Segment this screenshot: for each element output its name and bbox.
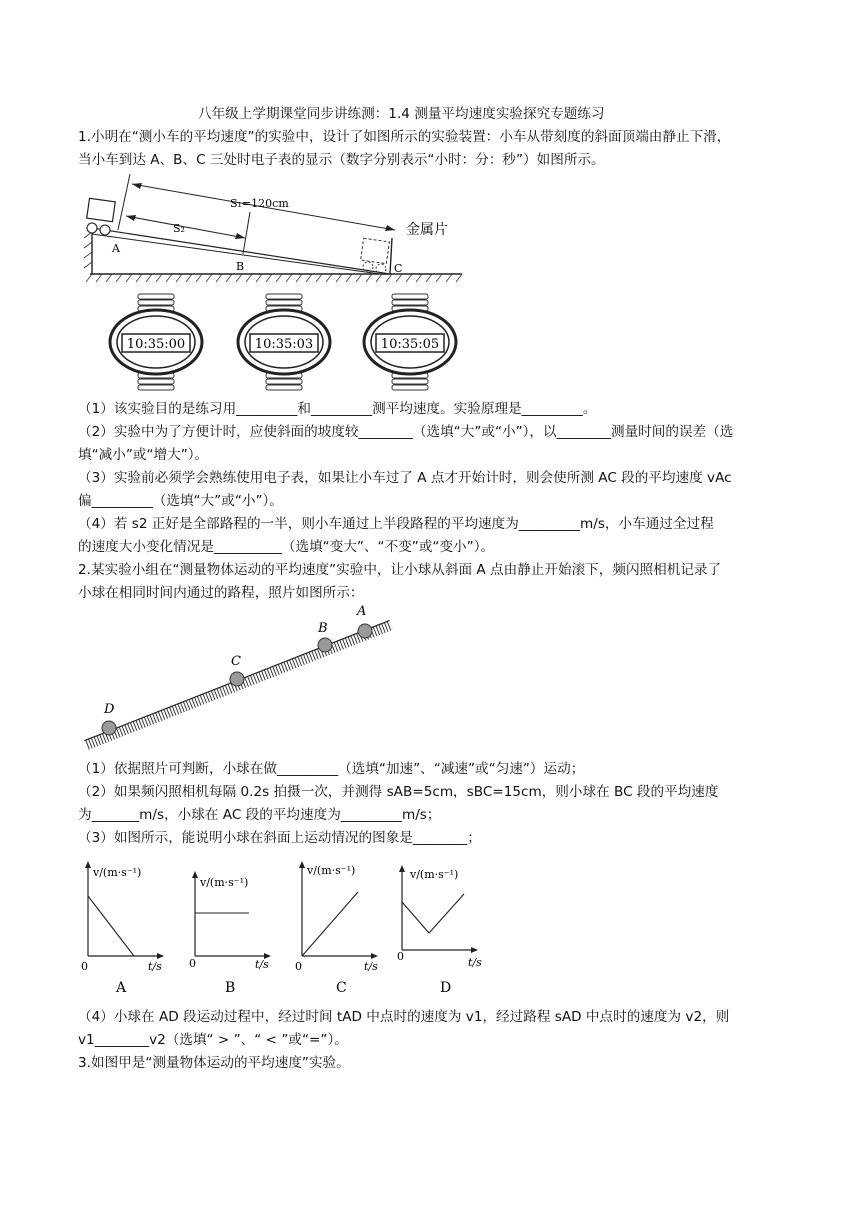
point-a-label: A xyxy=(112,242,120,255)
vt-graph-c xyxy=(292,856,388,996)
point-c-label: C xyxy=(394,262,403,275)
graph-a-origin: 0 xyxy=(81,960,88,973)
stopwatch-c xyxy=(362,292,458,392)
q2-part2-line2: 为_______m/s，小球在 AC 段的平均速度为_________m/s； xyxy=(78,807,441,823)
q1-part3-line2: 偏_________（选填“大”或“小”）。 xyxy=(78,493,283,509)
ball-a-label: A xyxy=(357,604,367,619)
q2-part1: （1）依据照片可判断，小球在做_________（选填“加速”、“减速”或“匀速”）运动； xyxy=(78,761,585,777)
q2-stem-line2: 小球在相同时间内通过的路程，照片如图所示： xyxy=(78,585,364,601)
page-title: 八年级上学期课堂同步讲练测：1.4 测量平均速度实验探究专题练习 xyxy=(198,106,605,122)
graph-b-xlabel: t/s xyxy=(255,958,269,971)
graph-c-ylabel: v/(m·s⁻¹) xyxy=(307,864,356,877)
q3-stem: 3.如图甲是“测量物体运动的平均速度”实验。 xyxy=(78,1055,350,1071)
ball-d-label: D xyxy=(104,702,115,717)
ball-b-label: B xyxy=(318,621,328,636)
q2-stem-line1: 2.某实验小组在“测量物体运动的平均速度”实验中，让小球从斜面 A 点由静止开始滚下，频闪照相机记录了 xyxy=(78,562,722,578)
vt-graph-a xyxy=(78,856,174,996)
s2-label: S₂ xyxy=(173,222,185,235)
q1-stem-line1: 1.小明在“测小车的平均速度”的实验中，设计了如图所示的实验装置：小车从带刻度的斜面顶端由静止下滑， xyxy=(78,129,731,145)
graph-b-label: B xyxy=(225,980,236,996)
graph-d-xlabel: t/s xyxy=(468,956,482,969)
graph-d-origin: 0 xyxy=(397,950,404,963)
q2-part2-line1: （2）如果频闪照相机每隔 0.2s 拍摄一次，并测得 sAB=5cm，sBC=15cm，则小球在 BC 段的平均速度 xyxy=(78,784,719,800)
q2-part4-line1: （4）小球在 AD 段运动过程中，经过时间 tAD 中点时的速度为 v1，经过路程 sAD 中点时的速度为 v2，则 xyxy=(78,1009,730,1025)
q1-part2-line2: 填“减小”或“增大”）。 xyxy=(78,447,209,463)
q2-part4-line2: v1________v2（选填“ > ”、“ < ”或“=”）。 xyxy=(78,1032,348,1048)
point-b-label: B xyxy=(236,260,245,273)
vt-graph-d xyxy=(392,856,492,996)
graph-c-xlabel: t/s xyxy=(364,960,378,973)
q2-part3: （3）如图所示，能说明小球在斜面上运动情况的图象是________； xyxy=(78,830,481,846)
clock-b-readout: 10:35:03 xyxy=(254,337,314,352)
graph-d-label: D xyxy=(440,980,452,996)
graph-a-label: A xyxy=(116,980,127,996)
q1-part4-line2: 的速度大小变化情况是__________（选填“变大”、“不变”或“变小”）。 xyxy=(78,539,495,555)
q1-incline-figure xyxy=(80,170,470,290)
graph-b-origin: 0 xyxy=(189,957,196,970)
graph-c-origin: 0 xyxy=(295,960,302,973)
graph-d-ylabel: v/(m·s⁻¹) xyxy=(410,868,459,881)
clock-c-readout: 10:35:05 xyxy=(380,337,440,352)
q1-part3-line1: （3）实验前必须学会熟练使用电子表，如果让小车过了 A 点才开始计时，则会使所测 AC 段的平均速度 vAc xyxy=(78,470,732,486)
graph-c-label: C xyxy=(336,980,347,996)
q1-part4-line1: （4）若 s2 正好是全部路程的一半，则小车通过上半段路程的平均速度为_________m/s，小车通过全过程 xyxy=(78,516,714,532)
vt-graph-b xyxy=(185,856,281,996)
q2-incline-figure xyxy=(82,600,394,756)
q1-part2-line1: （2）实验中为了方便计时，应使斜面的坡度较________（选填“大”或“小”），以________测量时间的误差（选 xyxy=(78,424,734,440)
stopwatch-b xyxy=(236,292,332,392)
graph-a-xlabel: t/s xyxy=(148,960,162,973)
clock-a-readout: 10:35:00 xyxy=(126,337,186,352)
ball-c-label: C xyxy=(231,654,241,669)
s1-label: S₁=120cm xyxy=(230,197,289,210)
graph-b-ylabel: v/(m·s⁻¹) xyxy=(200,876,249,889)
metal-plate-label: 金属片 xyxy=(406,222,448,238)
graph-a-ylabel: v/(m·s⁻¹) xyxy=(93,866,142,879)
q1-part1: （1）该实验目的是练习用_________和_________测平均速度。实验原理是_________。 xyxy=(78,401,597,417)
q1-stem-line2: 当小车到达 A、B、C 三处时电子表的显示（数字分别表示“小时：分：秒”）如图所示。 xyxy=(78,152,605,168)
stopwatch-a xyxy=(108,292,204,392)
